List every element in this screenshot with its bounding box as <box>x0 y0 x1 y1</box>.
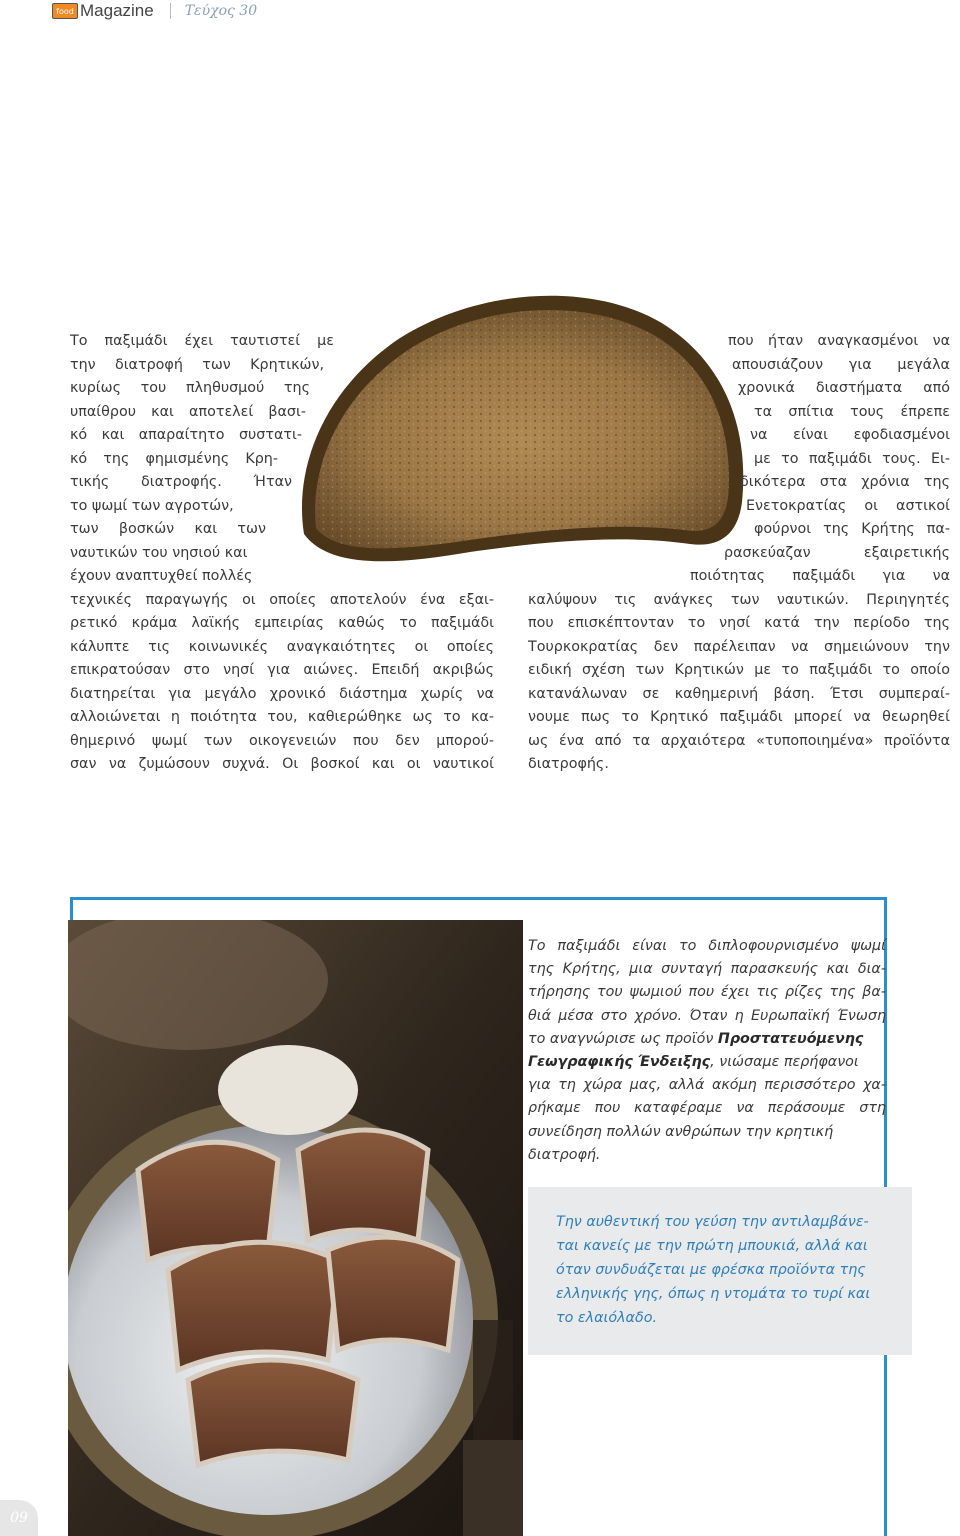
paragraph-line: την διατροφή των Κρητικών, <box>70 356 324 373</box>
paragraph-line: σαν να ζυμώσουν συχνά. Οι βοσκοί και οι ναυτικοί <box>70 756 494 772</box>
tip-line: Την αυθεντική του γεύση την αντιλαμβάνε- <box>556 1214 869 1230</box>
paragraph-line: Ενετοκρατίας οι αστικοί <box>746 497 950 514</box>
paragraph-line: ρασκεύαζαν εξαιρετικής <box>724 544 950 561</box>
paragraph-line: κό και απαραίτητο συστατι- <box>70 427 302 443</box>
quote-line: για τη χώρα μας, αλλά ακόμη περισσότερο χα- <box>528 1077 886 1094</box>
tip-line: ελληνικής γης, όπως η ντομάτα το τυρί και <box>556 1286 871 1302</box>
paragraph-line: κατανάλωναν σε καθημερινή βάση. Έτσι συμπεραί- <box>528 685 950 702</box>
tip-line: ται κανείς με την πρώτη μπουκιά, αλλά και <box>556 1238 868 1254</box>
paragraph-line: θημερινό ψωμί των οικογενειών που δεν μπορού- <box>70 732 494 749</box>
tip-line: όταν συνδυάζεται με φρέσκα προϊόντα της <box>556 1262 866 1278</box>
paragraph-line: ως ένα από τα αρχαιότερα «τυποποιημένα» προϊόντα <box>528 732 950 749</box>
quote-line <box>528 1028 888 1051</box>
paragraph-line: τικής διατροφής. Ήταν <box>70 474 292 490</box>
quote-line-text: το αναγνώρισε ως προϊόν <box>528 1030 714 1047</box>
paragraph-line: το ψωμί των αγροτών, <box>70 497 234 514</box>
paragraph-line: ειδική σχέση των Κρητικών με το παξιμάδι το οποίο <box>528 662 950 678</box>
quote-line-text: , νιώσαμε περήφανοι <box>710 1054 859 1071</box>
paragraph-line: που ήταν αναγκασμένοι να <box>728 333 950 349</box>
paragraph-line: κυρίως του πληθυσμού της <box>70 380 310 396</box>
paragraph-line: καλύψουν τις ανάγκες των ναυτικών. Περιηγητές <box>528 591 950 608</box>
quote-line: τήρησης του ψωμιού που έχει τις ρίζες της βα- <box>528 984 886 1001</box>
paragraph-line: ρετικό κράμα λαϊκής εμπειρίας καθώς το παξιμάδι <box>70 615 494 631</box>
pull-quote <box>528 935 888 1167</box>
quote-line: συνείδηση πολλών ανθρώπων την κρητική <box>528 1123 834 1140</box>
paragraph-line: κό της φημισμένης Κρη- <box>70 450 278 467</box>
page-number: 09 <box>0 1500 38 1536</box>
paragraph-line: διατροφής. <box>528 756 609 772</box>
paragraph-line: που επισκέπτονταν το νησί κατά την περίοδο της <box>528 615 950 631</box>
left-column-text <box>70 330 494 777</box>
magazine-logo-text: Magazine <box>80 1 154 20</box>
tip-line: το ελαιόλαδο. <box>556 1310 658 1326</box>
paragraph-line: ναυτικών του νησιού και <box>70 544 248 561</box>
paragraph-line: με το παξιμάδι τους. Ει- <box>754 450 950 467</box>
paragraph-line: κάλυπτε τις κοινωνικές αναγκαιότητες οι οποίες <box>70 638 494 655</box>
paragraph-line: διατηρείται για μεγάλο χρονικό διάστημα χωρίς να <box>70 685 494 702</box>
pgi-label: Γεωγραφικής Ένδειξης <box>528 1054 711 1071</box>
quote-line: διατροφή. <box>528 1146 601 1163</box>
quote-line: θιά μέσα στο χρόνο. Όταν η Ευρωπαϊκή Ένωση <box>528 1007 886 1024</box>
paragraph-line: τα σπίτια τους έπρεπε <box>754 403 950 420</box>
paragraph-line: έχουν αναπτυχθεί πολλές <box>70 568 253 584</box>
tip-text <box>556 1210 870 1330</box>
quote-line: της Κρήτης, μια συνταγή παρασκευής και δια- <box>528 961 886 978</box>
issue-number: Τεύχος 30 <box>184 3 258 19</box>
paragraph-line: δικότερα στα χρόνια της <box>740 474 950 490</box>
paragraph-line: επικρατούσαν στο νησί για αιώνες. Επειδή ακριβώς <box>70 662 494 678</box>
paragraph-line: Τουρκοκρατίας δεν παρέλειπαν να σημειώνουν την <box>528 638 950 655</box>
paragraph-line: ποιότητας παξιμάδι για να <box>690 568 950 584</box>
paragraph-line: νουμε πως το Κρητικό παξιμάδι μπορεί να θεωρηθεί <box>528 709 950 725</box>
paragraph-line: Το παξιμάδι έχει ταυτιστεί με <box>70 333 334 349</box>
right-column-text <box>528 330 950 777</box>
paragraph-line: χρονικά διαστήματα από <box>738 380 950 396</box>
paragraph-line: απουσιάζουν για μεγάλα <box>732 356 950 373</box>
paragraph-line: αλλοιώνεται η ποιότητα του, καθιερώθηκε ως το κα- <box>70 709 494 725</box>
bread-basket-photo <box>68 920 523 1536</box>
paragraph-line: να είναι εφοδιασμένοι <box>750 427 950 443</box>
paragraph-line: των βοσκών και των <box>70 521 266 537</box>
quote-line: Το παξιμάδι είναι το διπλοφουρνισμένο ψωμί <box>528 938 886 954</box>
quote-line: ρήκαμε που καταφέραμε να περάσουμε στη <box>528 1100 886 1117</box>
paragraph-line: φούρνοι της Κρήτης πα- <box>754 521 950 537</box>
paragraph-line: υπαίθρου και αποτελεί βασι- <box>70 403 306 420</box>
quote-line <box>528 1051 888 1074</box>
header-divider <box>170 3 171 19</box>
pgi-label: Προστατευόμενης <box>717 1030 864 1047</box>
food-logo-icon: food <box>52 3 78 19</box>
magazine-header <box>52 0 257 22</box>
paragraph-line: τεχνικές παραγωγής οι οποίες αποτελούν ένα εξαι- <box>70 591 494 608</box>
